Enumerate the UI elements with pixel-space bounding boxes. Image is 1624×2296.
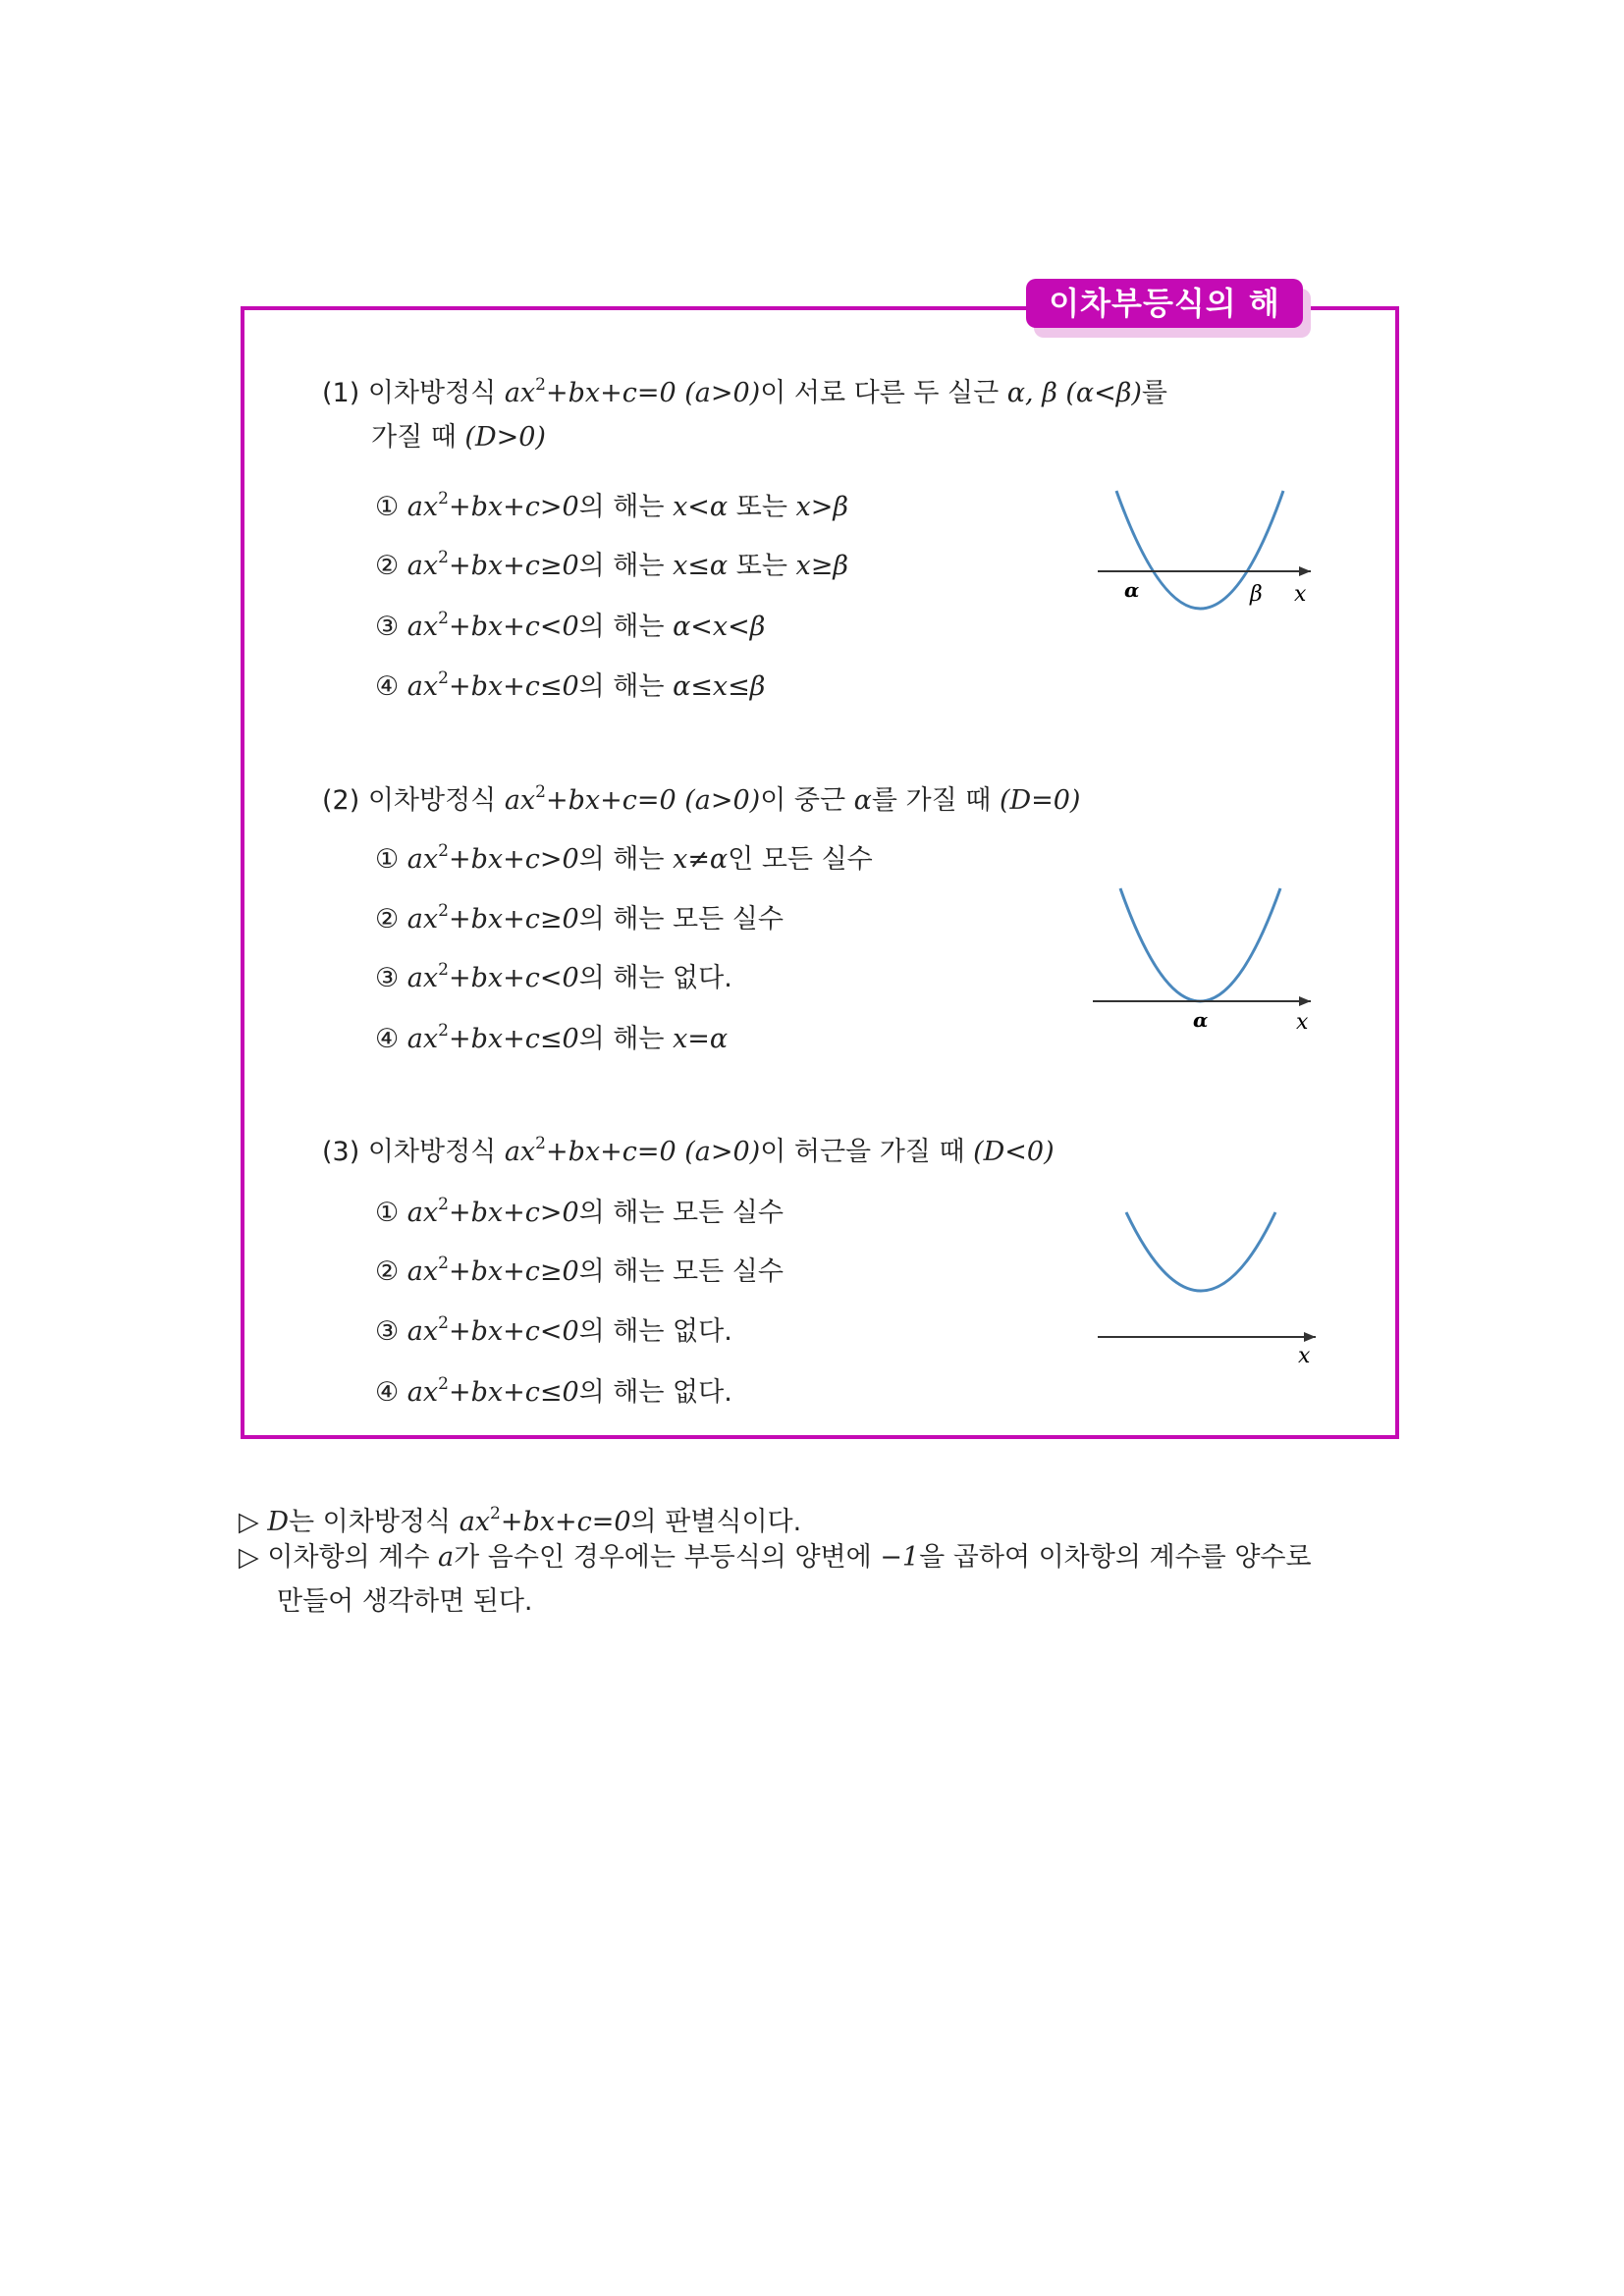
math-text: ax bbox=[406, 1256, 439, 1287]
item bbox=[375, 601, 765, 645]
math-text: −1 bbox=[880, 1542, 920, 1573]
text: (1) 이차방정식 bbox=[322, 378, 505, 408]
math-text: ax bbox=[406, 1198, 439, 1228]
root-alpha-label: α bbox=[1124, 578, 1140, 602]
text: 의 해는 bbox=[578, 492, 674, 522]
math-text: ax bbox=[406, 492, 439, 522]
section-2-heading bbox=[322, 774, 1080, 819]
text: 이 허근을 가질 때 bbox=[760, 1137, 974, 1167]
text: 인 모든 실수 bbox=[728, 844, 873, 875]
axis-x-label: x bbox=[1296, 1010, 1309, 1035]
math-text: +bx+c≤0 bbox=[448, 671, 579, 702]
text: 의 해는 모든 실수 bbox=[578, 1198, 784, 1228]
math-text: α<x<β bbox=[673, 612, 766, 642]
item bbox=[375, 1187, 784, 1231]
graph-two-roots bbox=[1090, 481, 1326, 638]
math-text: D bbox=[267, 1507, 290, 1537]
math-text: (D>0) bbox=[464, 422, 546, 453]
text: 의 해는 bbox=[578, 671, 674, 702]
graph-double-root bbox=[1085, 879, 1326, 1036]
text: 의 해는 모든 실수 bbox=[578, 1256, 784, 1287]
math-text: ax bbox=[406, 1024, 439, 1054]
parabola-curve bbox=[1126, 1212, 1275, 1291]
math-text: x<α bbox=[673, 492, 729, 522]
item bbox=[375, 833, 873, 878]
math-text: ax bbox=[406, 1316, 439, 1347]
superscript: 2 bbox=[438, 548, 449, 567]
math-text: x≤α bbox=[673, 551, 729, 581]
superscript: 2 bbox=[438, 901, 449, 921]
section-1-heading bbox=[322, 367, 1167, 411]
text: 의 해는 없다. bbox=[578, 1316, 732, 1347]
math-text: (D<0) bbox=[973, 1137, 1055, 1167]
math-text: x≠α bbox=[673, 844, 729, 875]
text: 의 판별식이다. bbox=[630, 1507, 802, 1537]
math-text: +bx+c>0 bbox=[448, 1198, 579, 1228]
text: 의 해는 bbox=[578, 612, 674, 642]
text: (3) 이차방정식 bbox=[322, 1137, 505, 1167]
item bbox=[375, 1366, 732, 1411]
math-text: ax bbox=[406, 904, 439, 934]
text: 의 해는 bbox=[578, 1024, 674, 1054]
math-text: +bx+c<0 bbox=[448, 963, 579, 993]
text: 을 곱하여 이차항의 계수를 양수로 bbox=[919, 1542, 1312, 1573]
text: ④ bbox=[375, 1024, 407, 1054]
item bbox=[375, 481, 848, 525]
math-text: α, β (α<β) bbox=[1006, 378, 1142, 408]
math-text: ax bbox=[406, 1377, 439, 1408]
text: 이차항의 계수 bbox=[267, 1542, 439, 1573]
root-beta-label: β bbox=[1250, 582, 1263, 607]
root-alpha-label: α bbox=[1193, 1008, 1209, 1032]
text: 의 해는 bbox=[578, 844, 674, 875]
superscript: 2 bbox=[438, 609, 449, 628]
math-text: +bx+c≤0 bbox=[448, 1377, 579, 1408]
superscript: 2 bbox=[438, 1254, 449, 1273]
graph-no-root bbox=[1090, 1202, 1326, 1369]
text: ▷ bbox=[239, 1507, 268, 1537]
superscript: 2 bbox=[438, 1195, 449, 1214]
item bbox=[375, 540, 848, 584]
math-text: +bx+c>0 bbox=[448, 492, 579, 522]
superscript: 2 bbox=[438, 668, 449, 688]
text: 는 이차방정식 bbox=[289, 1507, 460, 1537]
text: 이 중근 bbox=[760, 785, 854, 816]
superscript: 2 bbox=[535, 1134, 546, 1153]
math-text: ax bbox=[504, 785, 536, 816]
superscript: 2 bbox=[490, 1504, 501, 1523]
item bbox=[375, 661, 765, 705]
superscript: 2 bbox=[438, 960, 449, 980]
math-text: +bx+c<0 bbox=[448, 1316, 579, 1347]
superscript: 2 bbox=[438, 1021, 449, 1041]
text: ② bbox=[375, 904, 407, 934]
math-text: x=α bbox=[673, 1024, 729, 1054]
superscript: 2 bbox=[535, 782, 546, 802]
math-text: +bx+c<0 bbox=[448, 612, 579, 642]
text: 만들어 생각하면 된다. bbox=[277, 1586, 533, 1617]
text: ① bbox=[375, 492, 407, 522]
item bbox=[375, 952, 732, 996]
axis-arrow-icon bbox=[1299, 566, 1311, 576]
text: ② bbox=[375, 551, 407, 581]
math-text: +bx+c=0 (a>0) bbox=[545, 785, 761, 816]
math-text: ax bbox=[406, 844, 439, 875]
text: 가질 때 bbox=[371, 422, 465, 453]
math-text: +bx+c≥0 bbox=[448, 1256, 579, 1287]
item bbox=[375, 1246, 784, 1290]
text: 의 해는 없다. bbox=[578, 1377, 732, 1408]
math-text: (D=0) bbox=[999, 785, 1081, 816]
note bbox=[239, 1540, 1312, 1575]
axis-arrow-icon bbox=[1299, 996, 1311, 1006]
math-text: ax bbox=[459, 1507, 491, 1537]
text: (2) 이차방정식 bbox=[322, 785, 505, 816]
parabola-curve bbox=[1120, 888, 1280, 1001]
text: ③ bbox=[375, 1316, 407, 1347]
section-3-heading bbox=[322, 1126, 1055, 1170]
text: ① bbox=[375, 1198, 407, 1228]
axis-x-label: x bbox=[1294, 582, 1307, 607]
section-badge: 이차부등식의 해 bbox=[1026, 279, 1303, 328]
axis-arrow-icon bbox=[1304, 1332, 1316, 1342]
math-text: α≤x≤β bbox=[673, 671, 766, 702]
math-text: x≥β bbox=[795, 551, 848, 581]
math-text: ax bbox=[504, 378, 536, 408]
math-text: +bx+c≤0 bbox=[448, 1024, 579, 1054]
math-text: +bx+c=0 (a>0) bbox=[545, 378, 761, 408]
math-text: ax bbox=[504, 1137, 536, 1167]
text: 의 해는 없다. bbox=[578, 963, 732, 993]
note bbox=[239, 1496, 801, 1540]
text: 또는 bbox=[728, 492, 796, 522]
superscript: 2 bbox=[438, 489, 449, 508]
math-text: ax bbox=[406, 671, 439, 702]
item bbox=[375, 893, 784, 937]
math-text: ax bbox=[406, 963, 439, 993]
math-text: α bbox=[853, 785, 872, 816]
text: 를 가질 때 bbox=[871, 785, 1000, 816]
text: 이 서로 다른 두 실근 bbox=[760, 378, 1007, 408]
text: ③ bbox=[375, 963, 407, 993]
text: ② bbox=[375, 1256, 407, 1287]
math-text: ax bbox=[406, 612, 439, 642]
superscript: 2 bbox=[438, 1374, 449, 1394]
math-text: ax bbox=[406, 551, 439, 581]
text: ▷ bbox=[239, 1542, 268, 1573]
superscript: 2 bbox=[438, 1313, 449, 1333]
math-text: a bbox=[438, 1542, 455, 1573]
text: 가 음수인 경우에는 부등식의 양변에 bbox=[454, 1542, 881, 1573]
math-text: +bx+c=0 bbox=[500, 1507, 631, 1537]
text: 의 해는 모든 실수 bbox=[578, 904, 784, 934]
superscript: 2 bbox=[438, 841, 449, 861]
math-text: +bx+c=0 (a>0) bbox=[545, 1137, 761, 1167]
text: ④ bbox=[375, 671, 407, 702]
section-1-heading-cont bbox=[371, 420, 546, 455]
math-text: +bx+c≥0 bbox=[448, 551, 579, 581]
text: 를 bbox=[1141, 378, 1168, 408]
math-text: +bx+c>0 bbox=[448, 844, 579, 875]
math-text: +bx+c≥0 bbox=[448, 904, 579, 934]
text: ③ bbox=[375, 612, 407, 642]
superscript: 2 bbox=[535, 375, 546, 395]
text: ④ bbox=[375, 1377, 407, 1408]
note-cont bbox=[277, 1584, 533, 1620]
text: ① bbox=[375, 844, 407, 875]
item bbox=[375, 1013, 728, 1057]
axis-x-label: x bbox=[1298, 1344, 1311, 1368]
text: 또는 bbox=[728, 551, 796, 581]
text: 의 해는 bbox=[578, 551, 674, 581]
item bbox=[375, 1306, 732, 1350]
math-text: x>β bbox=[795, 492, 848, 522]
